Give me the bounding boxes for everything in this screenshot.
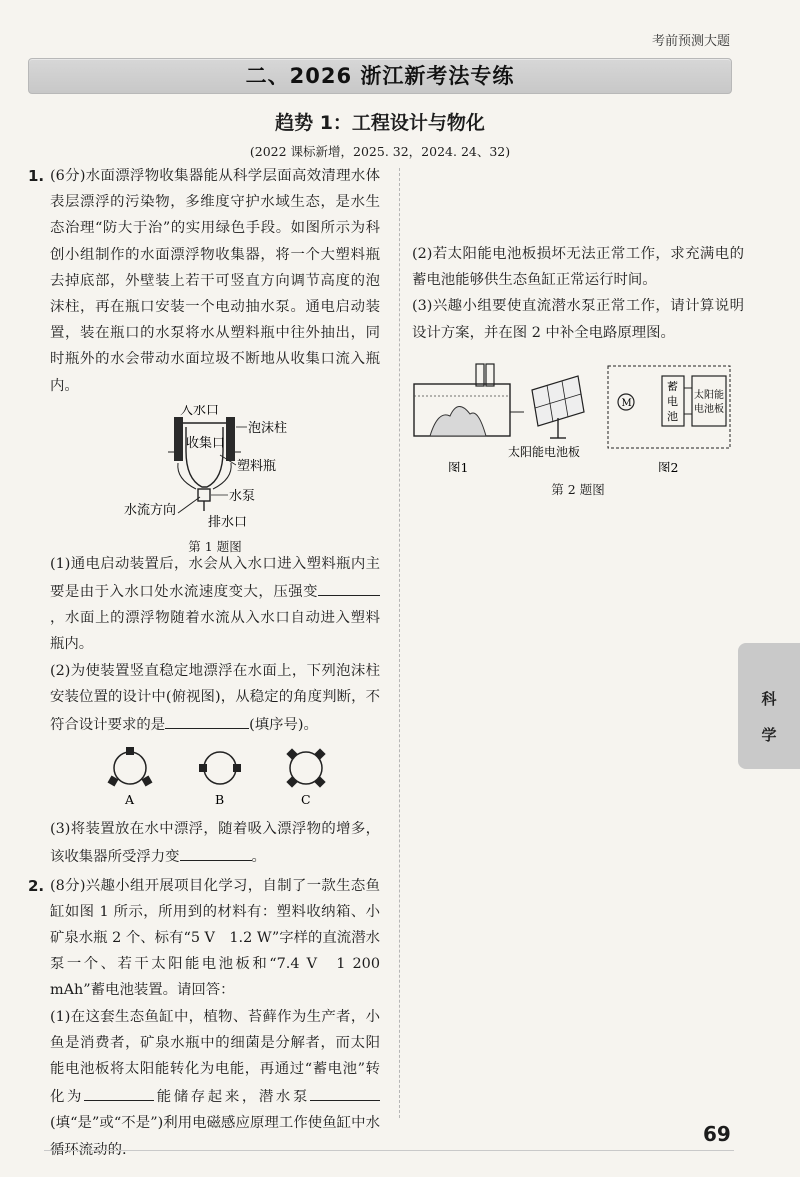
collector-diagram	[50, 405, 380, 529]
option-b-label: B	[215, 792, 225, 808]
solar-panel-label: 太阳能电池板	[508, 444, 581, 459]
question-2-figure	[412, 352, 744, 498]
answer-blank[interactable]	[310, 1082, 380, 1101]
water-flow-right	[213, 463, 231, 489]
question-1-caption: 第 1 题图	[188, 539, 242, 555]
bottom-rule	[44, 1150, 734, 1151]
question-2	[28, 873, 380, 1004]
page-number: 69	[703, 1122, 731, 1146]
question-2-stem: (8分)兴趣小组开展项目化学习，自制了一款生态鱼缸如图 1 所示，所用到的材料有：塑料收纳箱、小矿泉水瓶 2 个、标有“5 V 1.2 W”字样的直流潜水泵一个、若干太阳能电池板和“7.4 V 1 200 mAh”蓄电池装置。请回答：	[50, 877, 380, 999]
continued-text-space	[412, 163, 744, 241]
battery-label-3: 池	[667, 409, 678, 423]
panel-label-2: 电池板	[694, 403, 724, 415]
figure-1-solar-panel	[532, 376, 584, 438]
answer-blank[interactable]	[165, 710, 249, 729]
answer-blank[interactable]	[84, 1082, 154, 1101]
label-bottle: 塑料瓶	[237, 458, 277, 474]
label-pump: 水泵	[229, 488, 256, 504]
label-foam: 泡沫柱	[248, 420, 288, 436]
options-figure	[50, 744, 380, 808]
label-outlet: 排水口	[208, 514, 248, 529]
foam-column-right	[226, 417, 235, 461]
question-2-part-2: (2)若太阳能电池板损坏无法正常工作，求充满电的蓄电池能够供生态鱼缸正常运行时间。	[412, 246, 744, 289]
section-banner	[28, 58, 732, 94]
answer-blank[interactable]	[180, 842, 252, 861]
subject-tab	[738, 643, 800, 769]
panel-label-1: 太阳能	[694, 389, 724, 401]
answer-blank[interactable]	[318, 577, 380, 596]
motor-symbol: M	[621, 397, 632, 409]
column-divider	[399, 168, 400, 1118]
question-1	[28, 163, 380, 399]
figure-2-label: 图2	[658, 459, 679, 472]
question-2-part-3: (3)兴趣小组要使直流潜水泵正常工作，请计算说明设计方案，并在图 2 中补全电路原理图。	[412, 298, 744, 341]
label-inlet: 入水口	[180, 404, 220, 418]
option-a-diagram	[108, 747, 153, 786]
trend-source: (2022 课标新增，2025. 32，2024. 24、32)	[249, 144, 511, 159]
question-2-number: 2.	[28, 876, 45, 895]
question-2-caption: 第 2 题图	[551, 482, 605, 498]
question-1-part-3: (3)将装置放在水中漂浮，随着吸入漂浮物的增多，该收集器所受浮力变 。	[50, 821, 380, 866]
battery-label-1: 蓄	[667, 379, 678, 393]
header-label: 考前预测大题	[651, 34, 730, 49]
question-1-number: 1.	[28, 167, 45, 185]
question-1-part-2: (2)为使装置竖直稳定地漂浮在水面上，下列泡沫柱安装位置的设计中(俯视图)，从稳定的角度判断，不符合设计要求的是 (填序号)。	[50, 662, 380, 734]
foam-options-diagram	[50, 744, 380, 808]
left-column	[28, 163, 380, 1163]
right-column	[412, 163, 744, 498]
label-flow: 水流方向	[124, 502, 177, 518]
label-collect: 收集口	[186, 435, 226, 451]
water-flow-left	[178, 463, 196, 489]
question-1-stem: (6分)水面漂浮物收集器能从科学层面高效清理水体表层漂浮的污染物，多维度守护水域生态，是水生态治理“防大于治”的实用绿色手段。如图所示为科创小组制作的水面漂浮物收集器，将一个大塑料瓶去掉底部，外壁装上若干可竖直方向调节高度的泡沫柱，再在瓶口安装一个电动抽水泵。通电启动装置，装在瓶口的水泵将水从塑料瓶中往外抽出，同时瓶外的水会带动水面垃圾不断地从收集口流入瓶内。	[50, 168, 380, 394]
option-c-label: C	[301, 792, 311, 808]
pump	[198, 489, 210, 501]
subject-label: 科学	[761, 690, 777, 744]
option-b-diagram	[199, 752, 241, 784]
foam-column-left	[174, 417, 183, 461]
eco-tank-diagram	[412, 352, 744, 472]
question-2-part-1: (1)在这套生态鱼缸中，植物、苔藓作为生产者，小鱼是消费者，矿泉水瓶中的细菌是分解者，而太阳能电池板将太阳能转化为电能，再通过“蓄电池”转化为 能储存起来，潜水泵(填“是”或“不是”)利用电磁感应原理工作使鱼缸中水循环流动的.	[50, 1008, 380, 1158]
question-1-figure	[50, 404, 380, 555]
figure-1-label: 图1	[448, 459, 469, 472]
trend-title: 趋势 1：工程设计与物化	[275, 112, 485, 134]
question-1-part-1: (1)通电启动装置后，水会从入水口进入塑料瓶内主要是由于入水口处水流速度变大，压强变，水面上的漂浮物随着水流从入水口自动进入塑料瓶内。	[50, 555, 380, 653]
section-title: 二、2026 浙江新考法专练	[245, 64, 515, 88]
battery-label-2: 电	[667, 394, 678, 408]
figure-1-tank	[414, 364, 524, 436]
option-a-label: A	[125, 792, 135, 808]
option-c-diagram	[286, 749, 325, 788]
flow-arrow	[178, 497, 200, 513]
